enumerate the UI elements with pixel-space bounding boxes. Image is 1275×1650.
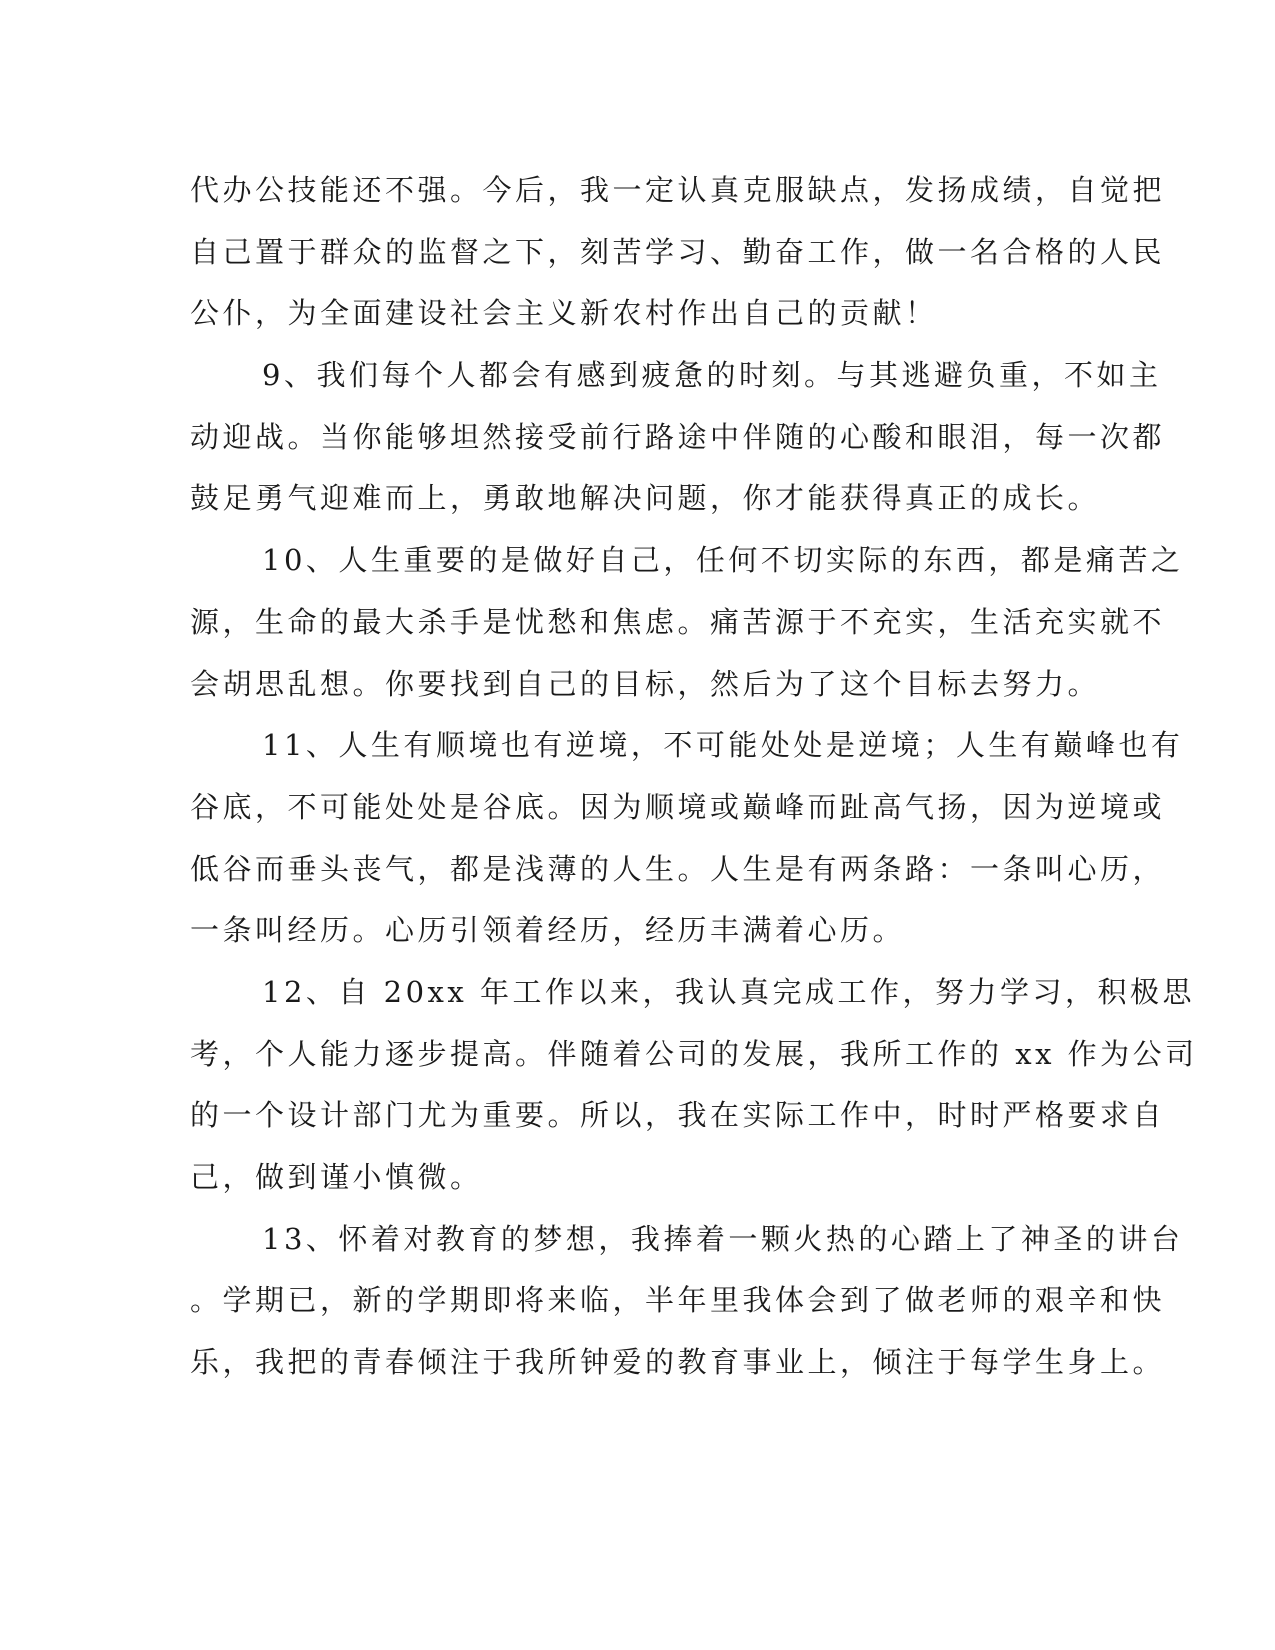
text-line: 乐，我把的青春倾注于我所钟爱的教育事业上，倾注于每学生身上。 bbox=[190, 1345, 1166, 1380]
paragraph-start-13: 13、怀着对教育的梦想，我捧着一颗火热的心踏上了神圣的讲台 bbox=[262, 1221, 1184, 1256]
text-line: 鼓足勇气迎难而上，勇敢地解决问题，你才能获得真正的成长。 bbox=[190, 481, 1101, 516]
text-line: 动迎战。当你能够坦然接受前行路途中伴随的心酸和眼泪，每一次都 bbox=[190, 419, 1166, 454]
paragraph-start-9: 9、我们每个人都会有感到疲惫的时刻。与其逃避负重，不如主 bbox=[262, 358, 1162, 393]
text-line: 会胡思乱想。你要找到自己的目标，然后为了这个目标去努力。 bbox=[190, 666, 1101, 701]
text-line: 公仆，为全面建设社会主义新农村作出自己的贡献！ bbox=[190, 296, 938, 331]
text-line: 源，生命的最大杀手是忧愁和焦虑。痛苦源于不充实，生活充实就不 bbox=[190, 604, 1166, 639]
text-line: 低谷而垂头丧气，都是浅薄的人生。人生是有两条路：一条叫心历， bbox=[190, 851, 1166, 886]
paragraph-start-11: 11、人生有顺境也有逆境，不可能处处是逆境；人生有巅峰也有 bbox=[262, 728, 1184, 763]
text-line: 的一个设计部门尤为重要。所以，我在实际工作中，时时严格要求自 bbox=[190, 1098, 1166, 1133]
text-line: 代办公技能还不强。今后，我一定认真克服缺点，发扬成绩，自觉把 bbox=[190, 173, 1166, 207]
text-line: 考，个人能力逐步提高。伴随着公司的发展，我所工作的 xx 作为公司 bbox=[190, 1036, 1198, 1071]
paragraph-start-12: 12、自 20xx 年工作以来，我认真完成工作，努力学习，积极思 bbox=[262, 974, 1195, 1009]
text-line: 谷底，不可能处处是谷底。因为顺境或巅峰而趾高气扬，因为逆境或 bbox=[190, 789, 1166, 824]
paragraph-start-10: 10、人生重要的是做好自己，任何不切实际的东西，都是痛苦之 bbox=[262, 543, 1184, 578]
text-line: 己，做到谨小慎微。 bbox=[190, 1160, 483, 1194]
text-line: 一条叫经历。心历引领着经历，经历丰满着心历。 bbox=[190, 913, 906, 948]
document-body bbox=[190, 160, 1198, 1394]
text-line: 。学期已，新的学期即将来临，半年里我体会到了做老师的艰辛和快 bbox=[190, 1283, 1166, 1318]
text-line: 自己置于群众的监督之下，刻苦学习、勤奋工作，做一名合格的人民 bbox=[190, 234, 1166, 269]
